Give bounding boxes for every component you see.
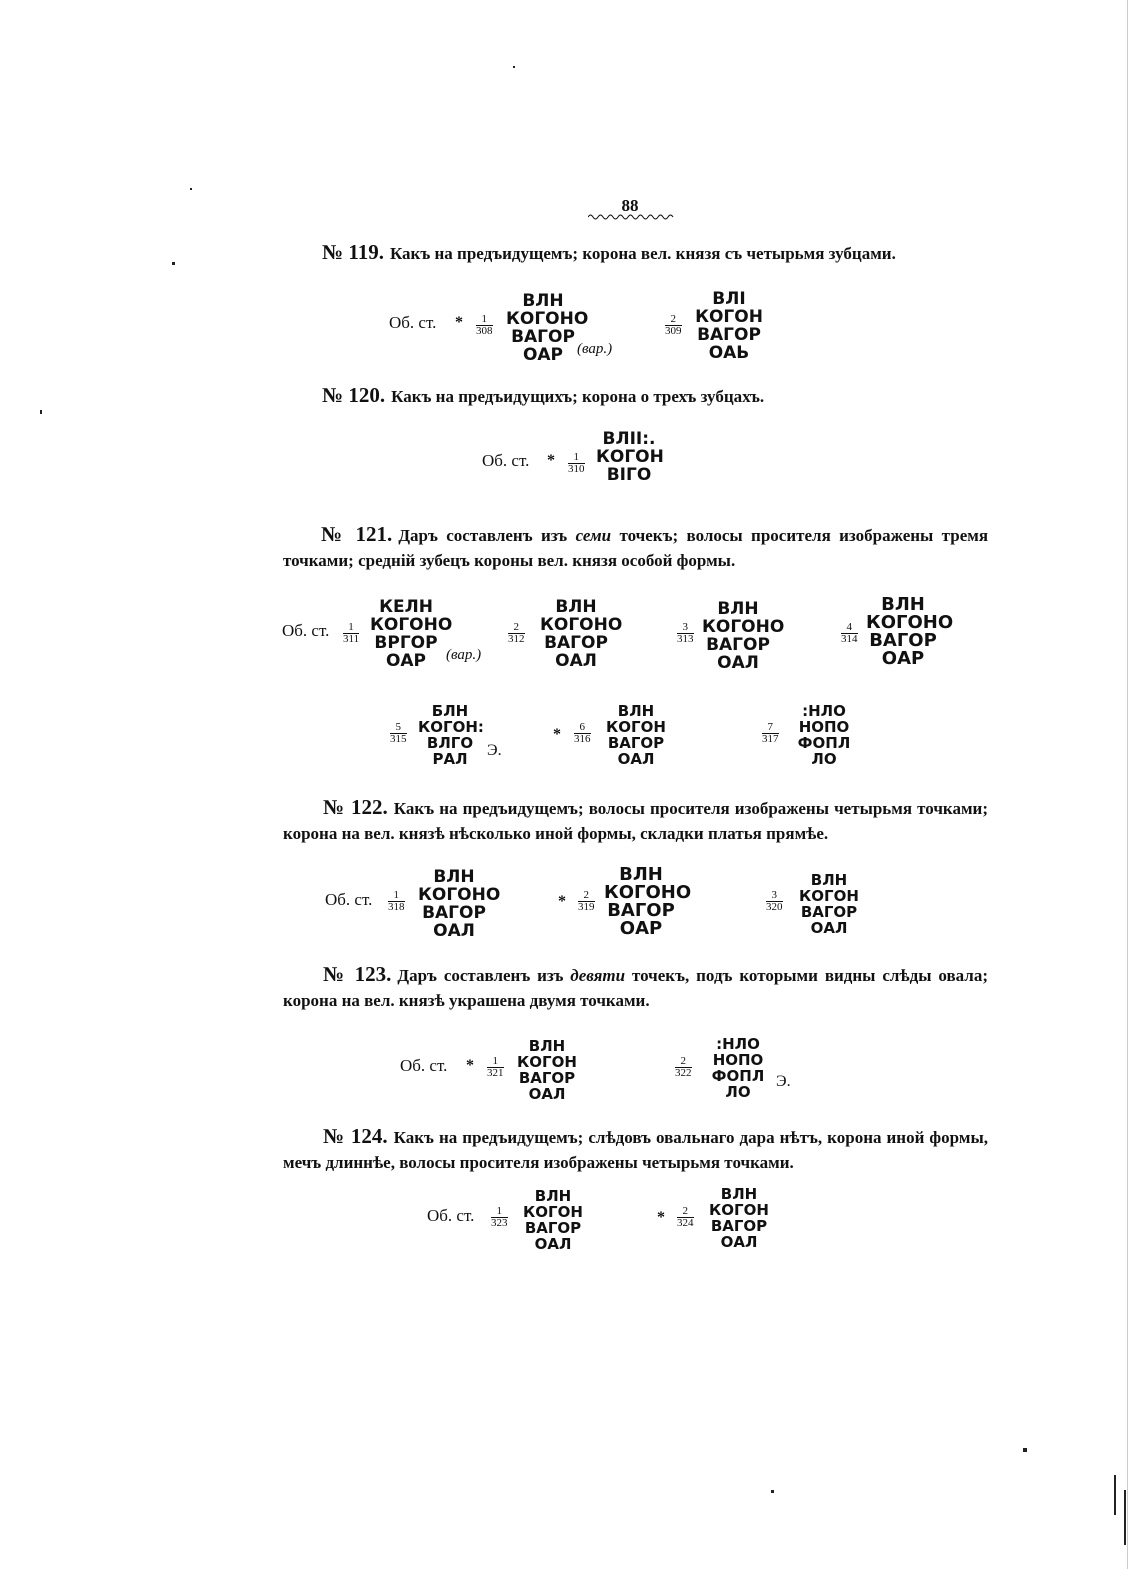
obverse-label: Об. ст. xyxy=(325,890,373,909)
scan-speck xyxy=(771,1490,774,1493)
specimen-fraction: $\frac{1}{321}$ xyxy=(487,1055,504,1079)
specimen-fraction: $\frac{4}{314}$ xyxy=(841,621,858,645)
emphasis-text: семи xyxy=(575,526,612,545)
specimen-fraction: $\frac{1}{311}$ xyxy=(343,621,360,645)
variant-note: (вар.) xyxy=(577,341,613,357)
page-edge-mark xyxy=(1124,1490,1126,1545)
specimen-fraction: $\frac{1}{310}$ xyxy=(568,451,585,475)
entry-number: № 123. xyxy=(323,962,392,986)
entry-number: № 120. xyxy=(322,383,386,407)
asterisk-mark: * xyxy=(553,726,561,743)
coin-inscription: :НЛО НОПО ФОПЛ ЛО xyxy=(797,702,851,768)
coin-inscription: ВЛН КОГОНО ВАГОР ОАР xyxy=(604,864,692,939)
scan-speck xyxy=(172,262,175,265)
entry-122 xyxy=(283,795,988,846)
asterisk-mark: * xyxy=(455,314,463,331)
specimen-fraction: $\frac{2}{324}$ xyxy=(677,1205,694,1229)
entry-number: № 122. xyxy=(323,795,388,819)
entry-119 xyxy=(322,240,992,266)
coin-inscription: :НЛО НОПО ФОПЛ ЛО xyxy=(711,1035,765,1101)
scan-speck xyxy=(190,188,192,190)
asterisk-mark: * xyxy=(466,1057,474,1074)
specimen-fraction: $\frac{7}{317}$ xyxy=(762,721,779,745)
entry-text: Какъ на предъидущемъ; слѣдовъ овальнаго дара нѣтъ, корона иной формы, мечъ длиннѣе, волосы просителя изображены четырьмя точками. xyxy=(283,1128,988,1172)
entry-number: № 124. xyxy=(323,1124,388,1148)
e-mark: Э. xyxy=(487,742,502,759)
specimen-fraction: $\frac{2}{319}$ xyxy=(578,889,595,913)
specimen-fraction: $\frac{2}{322}$ xyxy=(675,1055,692,1079)
asterisk-mark: * xyxy=(558,893,566,910)
coin-inscription: ВЛІ КОГОН ВАГОР ОАЬ xyxy=(695,289,763,363)
specimen-fraction: $\frac{1}{318}$ xyxy=(388,889,405,913)
obverse-label: Об. ст. xyxy=(389,313,437,332)
specimen-fraction: $\frac{3}{313}$ xyxy=(677,621,694,645)
specimen-fraction: $\frac{5}{315}$ xyxy=(390,721,407,745)
entry-123: № 123. Даръ составленъ изъ девяти точекъ, подъ которыми видны слѣды овала; корона на вел. князѣ украшена двумя точками. xyxy=(283,962,989,1010)
entry-number: № 121. xyxy=(321,522,393,546)
scan-speck xyxy=(40,410,42,414)
coin-inscription: ВЛН КОГОН ВАГОР ОАЛ xyxy=(517,1037,577,1103)
wavy-rule xyxy=(588,213,674,221)
scan-speck xyxy=(513,66,515,68)
specimen-fraction: $\frac{2}{309}$ xyxy=(665,313,682,337)
entry-text: Какъ на предъидущемъ; волосы просителя изображены четырьмя точками; корона на вел. князѣ нѣсколько иной формы, складки платья прямѣе. xyxy=(283,799,988,843)
coin-inscription: ВЛН КОГОНО ВАГОР ОАЛ xyxy=(540,597,623,671)
coin-inscription: ВЛІІ:. КОГОН ВІГО xyxy=(596,429,664,485)
page-edge-line xyxy=(1127,0,1128,1569)
e-mark: Э. xyxy=(776,1073,791,1090)
entry-number: № 119. xyxy=(322,240,384,264)
coin-inscription: ВЛН КОГОНО ВАГОР ОАР xyxy=(506,291,589,365)
specimen-fraction: $\frac{3}{320}$ xyxy=(766,889,783,913)
entry-text: Какъ на предъидущихъ; корона о трехъ зубцахъ. xyxy=(391,387,765,406)
entry-text: Какъ на предъидущемъ; корона вел. князя съ четырьмя зубцами. xyxy=(389,244,896,263)
coin-inscription: КЕЛН КОГОНО ВРГОР ОАР xyxy=(370,597,453,671)
emphasis-text: девяти xyxy=(570,966,626,985)
entry-121: № 121. Даръ составленъ изъ семи точекъ; волосы просителя изображены тремя точками; средній зубецъ короны вел. князя особой формы. xyxy=(283,522,989,570)
entry-124 xyxy=(283,1124,988,1175)
specimen-fraction: $\frac{6}{316}$ xyxy=(574,721,591,745)
obverse-label: Об. ст. xyxy=(427,1206,475,1225)
coin-inscription: ВЛН КОГОНО ВАГОР ОАЛ xyxy=(418,867,501,941)
coin-inscription: ВЛН КОГОНО ВАГОР ОАЛ xyxy=(702,599,785,673)
coin-inscription: ВЛН КОГОН ВАГОР ОАЛ xyxy=(709,1185,769,1251)
coin-inscription: ВЛН КОГОН ВАГОР ОАЛ xyxy=(523,1187,583,1253)
specimen-fraction: $\frac{1}{323}$ xyxy=(491,1205,508,1229)
variant-note: (вар.) xyxy=(446,647,482,663)
asterisk-mark: * xyxy=(547,452,555,469)
page-number: 88 xyxy=(621,196,639,215)
specimen-fraction: $\frac{2}{312}$ xyxy=(508,621,525,645)
asterisk-mark: * xyxy=(657,1209,665,1226)
specimen-fraction: $\frac{1}{308}$ xyxy=(476,313,493,337)
coin-inscription: ВЛН КОГОН ВАГОР ОАЛ xyxy=(799,871,859,937)
entry-120 xyxy=(322,383,992,409)
coin-inscription: ВЛН КОГОНО ВАГОР ОАР xyxy=(866,594,954,669)
obverse-label: Об. ст. xyxy=(282,621,330,640)
coin-inscription: ВЛН КОГОН ВАГОР ОАЛ xyxy=(606,702,666,768)
obverse-label: Об. ст. xyxy=(400,1056,448,1075)
obverse-label: Об. ст. xyxy=(482,451,530,470)
page-edge-mark xyxy=(1114,1475,1116,1515)
scan-speck xyxy=(1023,1448,1027,1452)
coin-inscription: БЛН КОГОН: ВЛГО РАЛ xyxy=(418,702,484,768)
